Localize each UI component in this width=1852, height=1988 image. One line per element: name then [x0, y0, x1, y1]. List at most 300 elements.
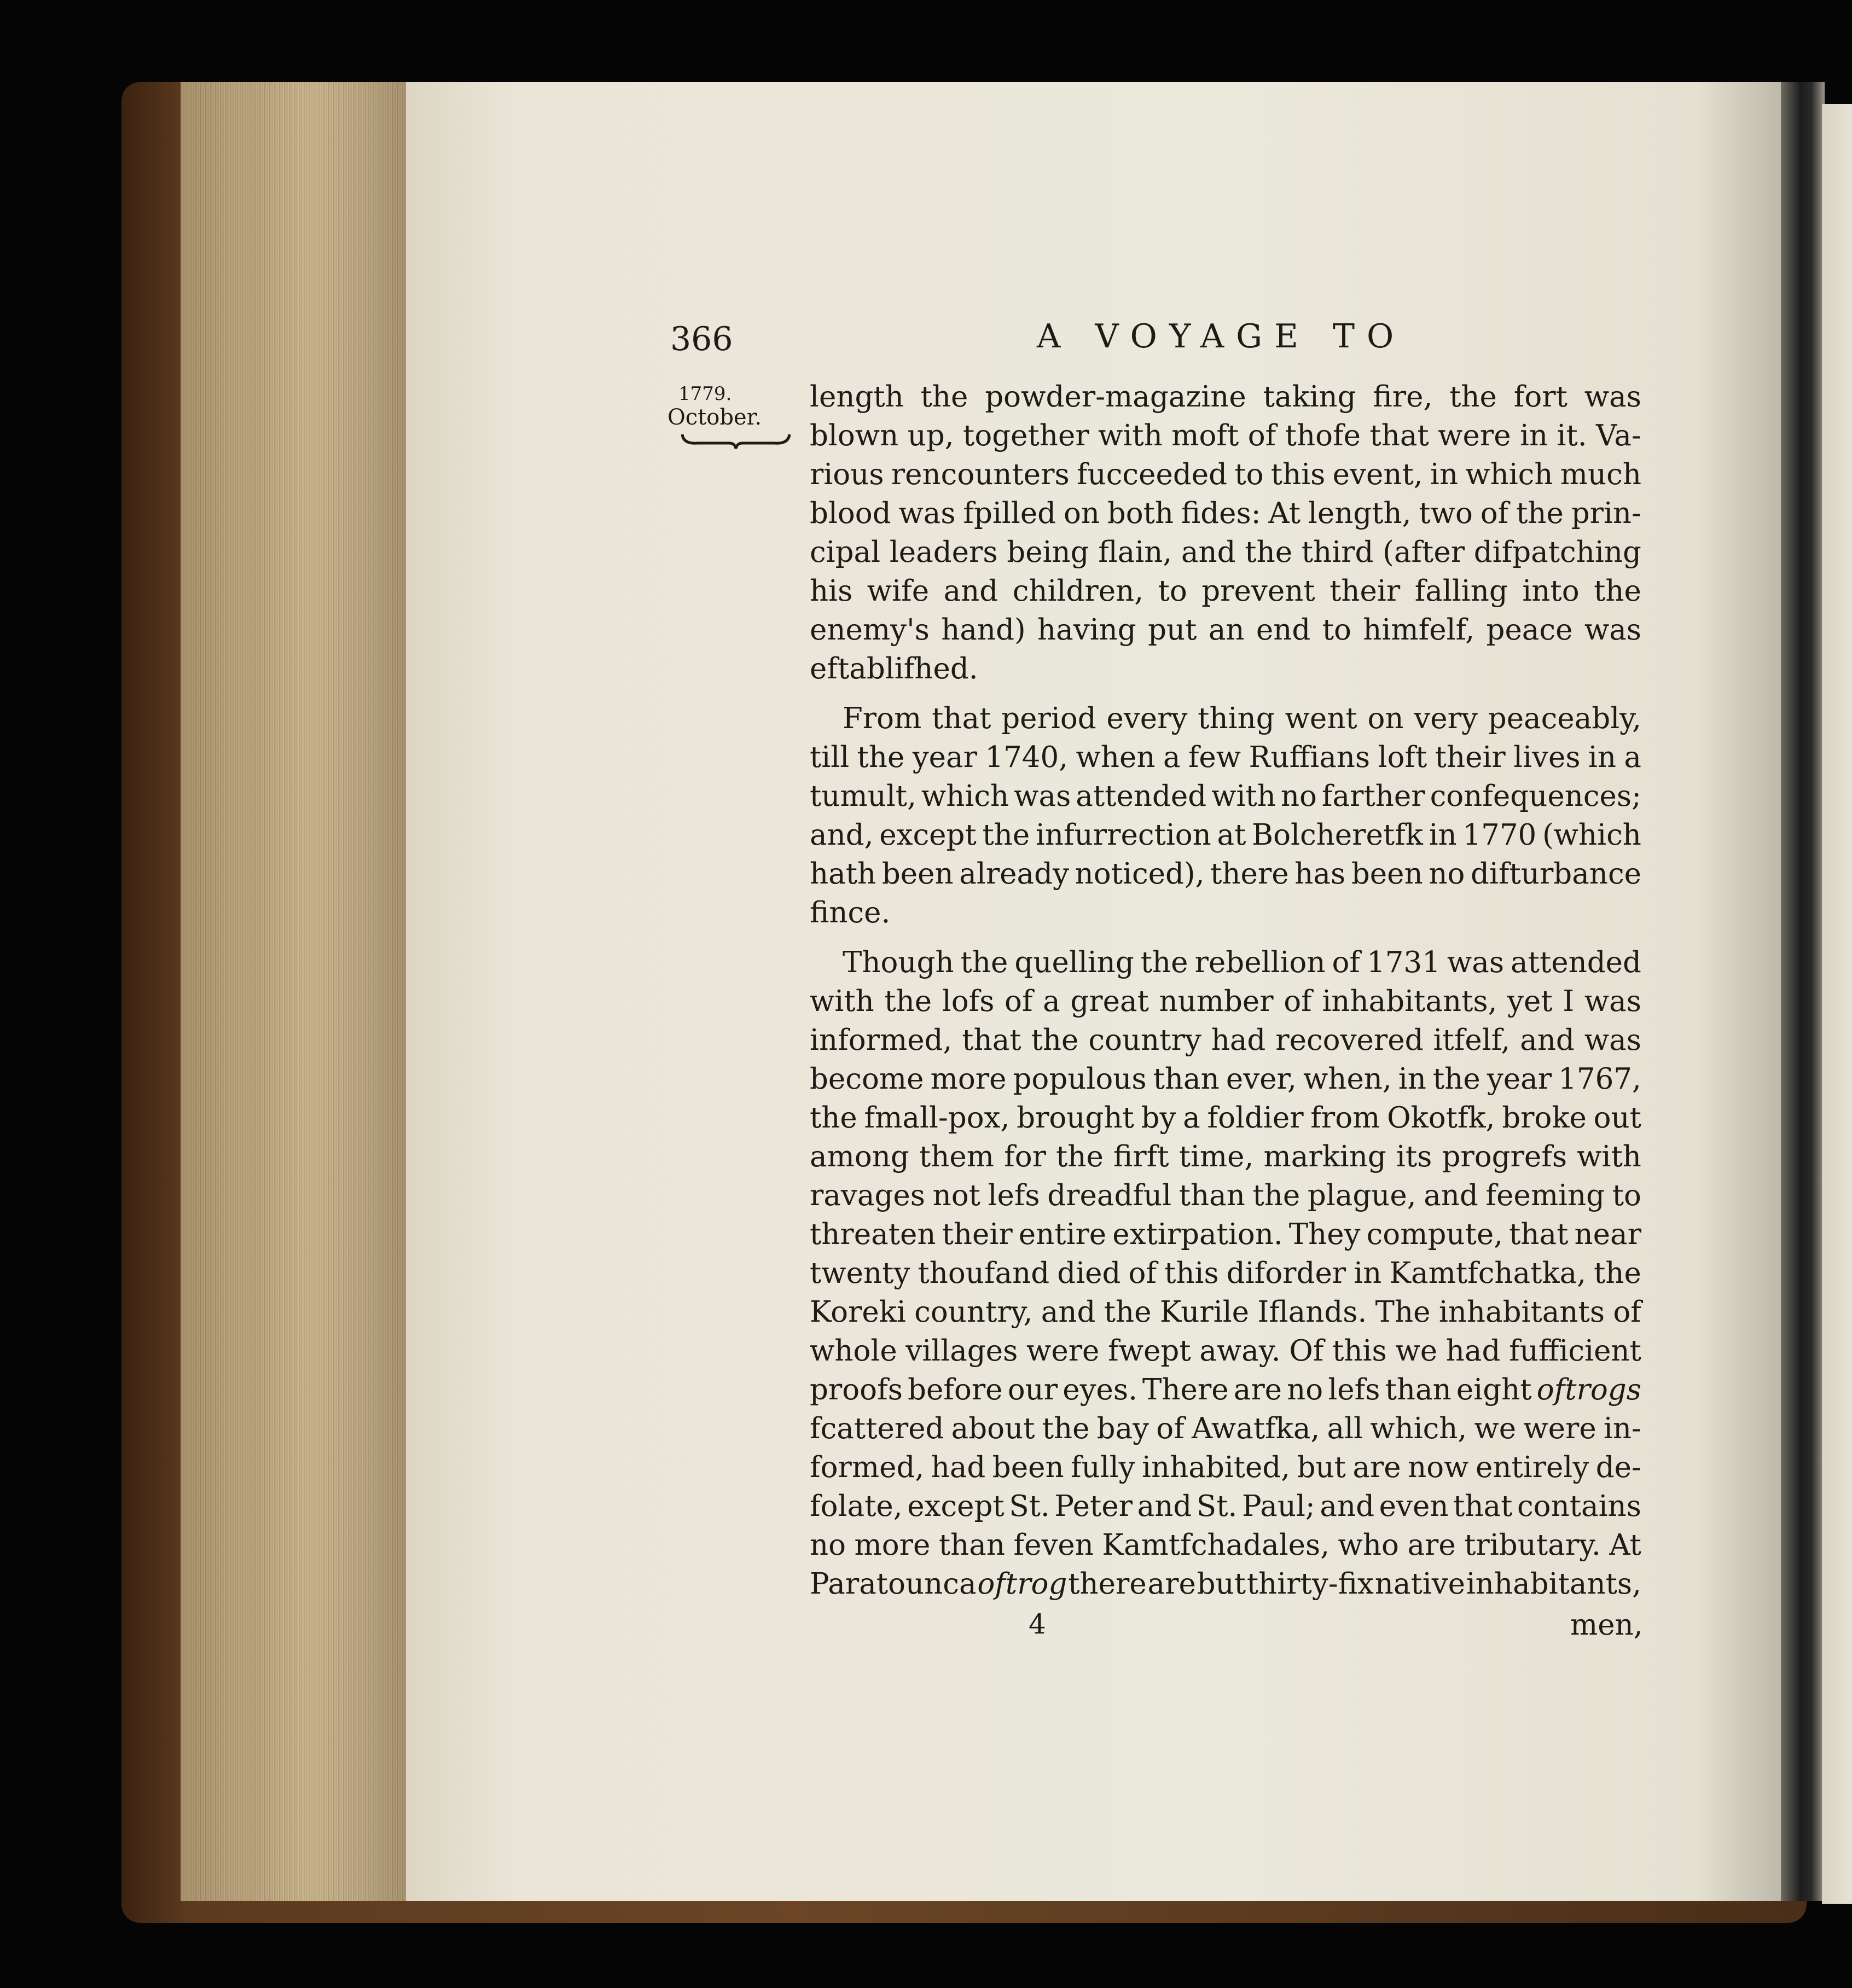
word: confequences;: [1430, 780, 1641, 813]
word: of: [1284, 985, 1312, 1018]
word: prevent: [1201, 574, 1315, 608]
word: proofs: [810, 1373, 903, 1406]
word: country: [1088, 1024, 1201, 1057]
word: but: [1197, 1567, 1246, 1601]
word: They: [1288, 1218, 1361, 1251]
word: fufficient: [1509, 1334, 1641, 1368]
word: the: [1432, 1062, 1481, 1096]
word: now: [1408, 1451, 1469, 1484]
text-line: [810, 1137, 1641, 1176]
word: hand): [941, 613, 1026, 647]
word: whole: [810, 1334, 897, 1368]
word: except: [907, 1490, 1005, 1523]
word: and: [1424, 1179, 1478, 1212]
word: with: [1211, 780, 1276, 813]
word: that: [1369, 419, 1429, 452]
word: in-: [1603, 1412, 1641, 1445]
word: number: [1159, 985, 1274, 1018]
word: progrefs: [1442, 1140, 1567, 1173]
word: There: [1142, 1373, 1229, 1406]
word: but: [1297, 1451, 1346, 1484]
text-line: [810, 1215, 1641, 1254]
page-number: 366: [670, 320, 733, 358]
word: the: [1245, 536, 1293, 569]
word: length,: [1308, 497, 1412, 530]
word: been: [992, 1451, 1064, 1484]
word: prin-: [1571, 497, 1641, 530]
word: brought: [1017, 1101, 1134, 1135]
word: this: [1164, 1257, 1219, 1290]
word: country,: [914, 1295, 1033, 1329]
word: the: [1594, 1257, 1641, 1290]
word: about: [951, 1412, 1035, 1445]
word: there: [1210, 857, 1289, 891]
word: Koreki: [810, 1295, 906, 1329]
word: of: [1156, 1412, 1185, 1445]
word: feeming: [1485, 1179, 1605, 1212]
word: wife: [867, 574, 930, 608]
word: no: [1280, 780, 1317, 813]
word: put: [1148, 613, 1197, 647]
word: which,: [1370, 1412, 1467, 1445]
word: Kurile: [1159, 1295, 1250, 1329]
word: third: [1301, 536, 1374, 569]
word: was: [1584, 1024, 1641, 1057]
word: At: [1609, 1528, 1641, 1562]
word: except: [879, 818, 977, 852]
word: thofe: [1285, 419, 1361, 452]
word: end: [1256, 613, 1311, 647]
word: formed,: [810, 1451, 925, 1484]
text-line: [810, 1293, 1641, 1332]
text-line: [810, 1448, 1641, 1487]
word: a: [1183, 1101, 1200, 1135]
word: infurrection: [1035, 818, 1211, 852]
word: itfelf,: [1433, 1024, 1511, 1057]
word: blood: [810, 497, 891, 530]
word: thirty-fix: [1246, 1567, 1374, 1601]
margin-note-year: 1779.: [678, 383, 732, 405]
word: when,: [1303, 1062, 1392, 1096]
word: contains: [1517, 1490, 1641, 1523]
word: inhabitants: [1438, 1295, 1605, 1329]
text-line: [810, 533, 1641, 572]
word: Okotfk,: [1387, 1101, 1495, 1135]
text-line: [810, 1526, 1641, 1565]
word: on: [1367, 702, 1404, 735]
word: diforder: [1226, 1257, 1346, 1290]
word: At: [1268, 497, 1301, 530]
text-line: [810, 1409, 1641, 1448]
word: this: [1332, 1334, 1387, 1368]
word: informed,: [810, 1024, 953, 1057]
word: falling: [1414, 574, 1508, 608]
word: and: [1041, 1295, 1096, 1329]
text-line: [810, 494, 1641, 533]
word: very: [1414, 702, 1478, 735]
word: them: [919, 1140, 994, 1173]
word: Iflands.: [1257, 1295, 1367, 1329]
word: of: [1247, 419, 1276, 452]
word: and: [1181, 536, 1236, 569]
word: that: [962, 1024, 1021, 1057]
word: noticed),: [1075, 857, 1205, 891]
word: was: [898, 497, 956, 530]
word: in: [1354, 1257, 1382, 1290]
text-line: [810, 943, 1641, 982]
word: was: [1447, 946, 1505, 979]
word: in: [1588, 741, 1617, 774]
text-line: fince.: [810, 896, 891, 929]
text-line: [810, 1565, 1641, 1603]
word: a: [1163, 741, 1181, 774]
word: rebellion: [1194, 946, 1326, 979]
word: their: [942, 1218, 1013, 1251]
word: inhabitants,: [1466, 1567, 1641, 1601]
word: the: [1104, 1295, 1152, 1329]
word: and,: [810, 818, 874, 852]
word: foldier: [1207, 1101, 1304, 1135]
word: fpilled: [963, 497, 1056, 530]
word: great: [1070, 985, 1149, 1018]
margin-brace-icon: [681, 431, 791, 450]
word: their: [1330, 574, 1401, 608]
word: 1740,: [985, 741, 1069, 774]
paragraph-2: [810, 699, 1641, 932]
word: the: [1252, 1179, 1301, 1212]
word: of: [1480, 497, 1509, 530]
word: lefs: [988, 1179, 1040, 1212]
word: hath: [810, 857, 876, 891]
word: a: [1624, 741, 1641, 774]
word: was: [1584, 613, 1641, 647]
word: to: [1158, 574, 1187, 608]
word: was: [1584, 985, 1641, 1018]
word: more: [854, 1528, 931, 1562]
word: went: [1285, 702, 1357, 735]
word: native: [1374, 1567, 1466, 1601]
word: that: [932, 702, 991, 735]
word: peace: [1486, 613, 1573, 647]
word: plague,: [1307, 1179, 1416, 1212]
word: out: [1593, 1101, 1641, 1135]
word: entirely: [1475, 1451, 1589, 1484]
word: Va-: [1596, 419, 1641, 452]
word: length: [810, 380, 904, 414]
word: fucceeded: [1076, 458, 1228, 491]
word: peaceably,: [1488, 702, 1641, 735]
word: the: [960, 946, 1008, 979]
word: are: [1352, 1451, 1401, 1484]
word: to: [1612, 1179, 1641, 1212]
signature-mark: 4: [1029, 1608, 1046, 1640]
word: had: [931, 1451, 986, 1484]
word: and: [1520, 1024, 1575, 1057]
text-line: [810, 1176, 1641, 1215]
word: were: [1523, 1412, 1596, 1445]
word: tumult,: [810, 780, 916, 813]
word: the: [857, 741, 905, 774]
word: the: [1031, 1024, 1079, 1057]
word: cipal: [810, 536, 881, 569]
word: Peter: [1054, 1490, 1133, 1523]
word: attended: [1511, 946, 1641, 979]
word: it.: [1557, 419, 1587, 452]
word: than: [938, 1528, 1006, 1562]
word: recovered: [1275, 1024, 1424, 1057]
word: de-: [1595, 1451, 1641, 1484]
word: their: [1435, 741, 1506, 774]
word: Kamtfchatka,: [1389, 1257, 1587, 1290]
word: and: [943, 574, 998, 608]
word: St.: [1196, 1490, 1238, 1523]
word: twenty: [810, 1257, 910, 1290]
word: are: [1407, 1528, 1456, 1562]
running-head: A VOYAGE TO: [1037, 317, 1406, 356]
word: having: [1037, 613, 1136, 647]
word: the: [884, 985, 932, 1018]
word: who: [1338, 1528, 1399, 1562]
word: lefs: [1328, 1373, 1380, 1406]
word: into: [1522, 574, 1580, 608]
word: up,: [907, 419, 954, 452]
text-line: [810, 816, 1641, 855]
word: fully: [1071, 1451, 1135, 1484]
word: difpatching: [1473, 536, 1641, 569]
catchword: men,: [1570, 1608, 1643, 1642]
text-line: [810, 416, 1641, 455]
word: had: [1445, 1334, 1501, 1368]
paragraph-3: [810, 943, 1641, 1603]
text-line: [810, 1332, 1641, 1370]
word: were: [1026, 1334, 1100, 1368]
word: moft: [1171, 419, 1239, 452]
text-line: [810, 699, 1641, 738]
word: few: [1188, 741, 1241, 774]
word: which: [1465, 458, 1553, 491]
word: Paul;: [1241, 1490, 1315, 1523]
word: of: [1128, 1257, 1157, 1290]
text-line: [810, 572, 1641, 611]
text-line: eftablifhed.: [810, 652, 978, 685]
text-line: [810, 1060, 1641, 1098]
word: oftrogs: [1536, 1373, 1641, 1406]
word: than: [1385, 1373, 1452, 1406]
text-line: [810, 455, 1641, 494]
word: year: [912, 741, 977, 774]
word: by: [1141, 1101, 1176, 1135]
word: quelling: [1014, 946, 1134, 979]
word: rious: [810, 458, 884, 491]
text-line: [810, 377, 1641, 416]
word: oftrog: [977, 1567, 1067, 1601]
word: an: [1208, 613, 1245, 647]
word: no: [1429, 857, 1465, 891]
word: the: [810, 1101, 857, 1135]
word: had: [1211, 1024, 1266, 1057]
word: we: [1474, 1412, 1517, 1445]
word: thing: [1198, 702, 1275, 735]
word: enemy's: [810, 613, 930, 647]
word: with: [810, 985, 874, 1018]
word: Paratounca: [810, 1567, 977, 1601]
word: fides:: [1181, 497, 1261, 530]
word: to: [1234, 458, 1264, 491]
word: our: [1007, 1373, 1058, 1406]
paragraph-1: [810, 377, 1641, 688]
word: at: [1217, 818, 1246, 852]
word: was: [1014, 780, 1071, 813]
word: the: [920, 380, 968, 414]
facing-page-edge: [1822, 104, 1852, 1904]
word: both: [1107, 497, 1174, 530]
word: near: [1574, 1218, 1641, 1251]
word: in: [1430, 458, 1458, 491]
text-line: [810, 611, 1641, 649]
word: populous: [1013, 1062, 1147, 1096]
word: St.: [1009, 1490, 1050, 1523]
word: were: [1438, 419, 1511, 452]
word: of: [1005, 985, 1033, 1018]
text-line: [810, 1370, 1641, 1409]
word: this: [1270, 458, 1326, 491]
page-edges: [181, 82, 410, 1901]
word: farther: [1321, 780, 1425, 813]
word: the: [1140, 946, 1188, 979]
text-line: [810, 777, 1641, 816]
word: of: [1332, 946, 1360, 979]
word: I: [1563, 985, 1575, 1018]
word: inhabited,: [1142, 1451, 1291, 1484]
word: fmall-pox,: [864, 1101, 1010, 1135]
word: has: [1294, 857, 1346, 891]
word: the: [982, 818, 1030, 852]
word: Awatfka,: [1191, 1412, 1320, 1445]
word: a: [1043, 985, 1060, 1018]
word: yet: [1507, 985, 1553, 1018]
word: than: [1153, 1062, 1220, 1096]
word: the: [1449, 380, 1497, 414]
body-text: [810, 377, 1641, 1603]
word: event,: [1332, 458, 1423, 491]
word: firft: [1113, 1140, 1169, 1173]
word: with: [1577, 1140, 1641, 1173]
book-gutter: [1781, 82, 1825, 1901]
word: was: [1584, 380, 1641, 414]
word: till: [810, 741, 850, 774]
word: together: [963, 419, 1089, 452]
word: more: [930, 1062, 1007, 1096]
word: threaten: [810, 1218, 936, 1251]
word: bay: [1096, 1412, 1149, 1445]
word: compute,: [1366, 1218, 1503, 1251]
word: with: [1098, 419, 1163, 452]
word: feven: [1013, 1528, 1094, 1562]
word: blown: [810, 419, 899, 452]
word: tributary.: [1464, 1528, 1601, 1562]
word: ever,: [1226, 1062, 1297, 1096]
word: Though: [843, 946, 954, 979]
word: to: [1322, 613, 1351, 647]
word: flain,: [1098, 536, 1172, 569]
text-line: [810, 1487, 1641, 1526]
word: 1770: [1462, 818, 1537, 852]
word: extirpation.: [1112, 1218, 1283, 1251]
word: entire: [1018, 1218, 1107, 1251]
word: even: [1379, 1490, 1449, 1523]
word: are: [1147, 1567, 1196, 1601]
word: before: [908, 1373, 1003, 1406]
text-line: [810, 1254, 1641, 1293]
word: the: [1594, 574, 1641, 608]
word: when: [1076, 741, 1156, 774]
word: and: [1320, 1490, 1375, 1523]
word: in: [1398, 1062, 1426, 1096]
word: thoufand: [918, 1257, 1050, 1290]
word: taking: [1263, 380, 1356, 414]
word: much: [1560, 458, 1641, 491]
word: himfelf,: [1363, 613, 1475, 647]
word: been: [1351, 857, 1423, 891]
text-line: [810, 982, 1641, 1021]
word: folate,: [810, 1490, 903, 1523]
word: the: [1056, 1140, 1104, 1173]
text-line: [810, 1021, 1641, 1060]
word: (after: [1383, 536, 1465, 569]
word: Ruffians: [1249, 741, 1371, 774]
word: its: [1396, 1140, 1432, 1173]
word: attended: [1076, 780, 1207, 813]
word: Bolcheretfk: [1252, 818, 1423, 852]
word: the: [1042, 1412, 1090, 1445]
word: died: [1057, 1257, 1121, 1290]
word: (which: [1542, 818, 1641, 852]
word: are: [1233, 1373, 1282, 1406]
word: powder-magazine: [985, 380, 1246, 414]
word: ravages: [810, 1179, 925, 1212]
word: From: [843, 702, 922, 735]
word: loft: [1378, 741, 1427, 774]
word: fwept: [1108, 1334, 1191, 1368]
word: the: [1516, 497, 1564, 530]
word: 1731: [1366, 946, 1441, 979]
word: that: [1509, 1218, 1569, 1251]
word: broke: [1502, 1101, 1587, 1135]
word: that: [1453, 1490, 1513, 1523]
word: difturbance: [1471, 857, 1641, 891]
word: we: [1395, 1334, 1438, 1368]
word: leaders: [889, 536, 998, 569]
word: eight: [1456, 1373, 1532, 1406]
word: for: [1004, 1140, 1046, 1173]
word: Kamtfchadales,: [1102, 1528, 1330, 1562]
word: of: [1613, 1295, 1641, 1329]
word: fort: [1513, 380, 1567, 414]
word: among: [810, 1140, 909, 1173]
word: rencounters: [891, 458, 1070, 491]
word: two: [1419, 497, 1473, 530]
text-line: [810, 738, 1641, 777]
word: not: [932, 1179, 980, 1212]
word: in: [1520, 419, 1548, 452]
word: inhabitants,: [1322, 985, 1497, 1018]
word: Of: [1289, 1334, 1324, 1368]
word: fire,: [1373, 380, 1433, 414]
word: no: [1287, 1373, 1323, 1406]
text-line: [810, 1098, 1641, 1137]
word: year: [1487, 1062, 1552, 1096]
word: in: [1429, 818, 1457, 852]
